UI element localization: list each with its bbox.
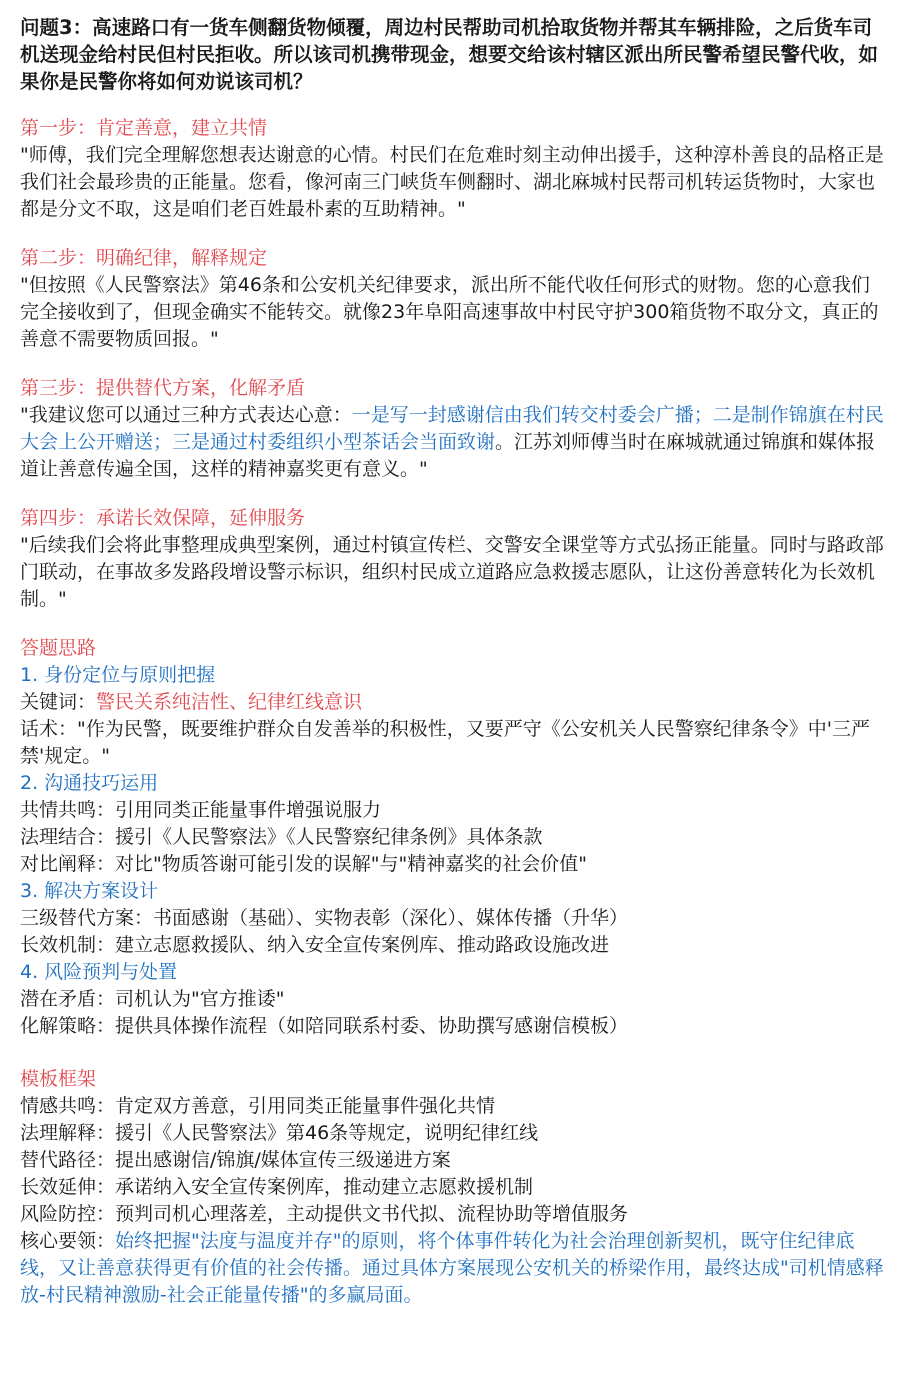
- step-1-text: [20, 142, 886, 223]
- step-2-block: [20, 245, 886, 353]
- step-1-text-main: "师傅，我们完全理解您想表达谢意的心情。村民们在危难时刻主动伸出援手，这种淳朴善良的品格正是我们社会最珍贵的正能量。您看，像河南三门峡货车侧翻时、湖北麻城村民帮司机转运货物时，大家也都是分文不取，这是咱们老百姓最朴素的互助精神。": [20, 144, 884, 220]
- step-3-text-highlight: 一是写一封感谢信由我们转交村委会广播；二是制作锦旗在村民大会上公开赠送；三是通过村委组织小型茶话会当面致谢: [20, 404, 884, 453]
- step-4-text: [20, 532, 886, 613]
- step-4-title: 第四步：承诺长效保障，延伸服务: [20, 507, 306, 529]
- keywords-label: 关键词：: [20, 691, 97, 713]
- template-title: 模板框架: [20, 1068, 97, 1090]
- approach-s4-line-1: 潜在矛盾：司机认为"官方推诿": [20, 988, 285, 1010]
- step-3-text: [20, 402, 886, 483]
- approach-s3-title: 3. 解决方案设计: [20, 880, 159, 902]
- template-line-4: 长效延伸：承诺纳入安全宣传案例库，推动建立志愿救援机制: [20, 1176, 534, 1198]
- approach-s1-keywords: [20, 689, 886, 716]
- approach-section: [20, 635, 886, 1040]
- step-2-title: 第二步：明确纪律，解释规定: [20, 247, 268, 269]
- approach-s4-line-2: 化解策略：提供具体操作流程（如陪同联系村委、协助撰写感谢信模板）: [20, 1015, 629, 1037]
- question-heading: 问题3：高速路口有一货车侧翻货物倾覆，周边村民帮助司机拾取货物并帮其车辆排险，之后货车司机送现金给村民但村民拒收。所以该司机携带现金，想要交给该村辖区派出所民警希望民警代收，如果你是民警你将如何劝说该司机？: [20, 16, 879, 93]
- keywords-value: 警民关系纯洁性、纪律红线意识: [96, 691, 363, 713]
- template-line-3: 替代路径：提出感谢信/锦旗/媒体宣传三级递进方案: [20, 1149, 451, 1171]
- approach-s3-line-1: 三级替代方案：书面感谢（基础）、实物表彰（深化）、媒体传播（升华）: [20, 907, 629, 929]
- approach-s4-title: 4. 风险预判与处置: [20, 961, 178, 983]
- approach-s2-title: 2. 沟通技巧运用: [20, 772, 159, 794]
- core-label: 核心要领：: [20, 1230, 116, 1252]
- step-3-title: 第三步：提供替代方案，化解矛盾: [20, 377, 306, 399]
- section-spacer: [20, 1040, 886, 1066]
- template-line-5: 风险防控：预判司机心理落差，主动提供文书代拟、流程协助等增值服务: [20, 1203, 629, 1225]
- template-line-2: 法理解释：援引《人民警察法》第46条等规定，说明纪律红线: [20, 1122, 539, 1144]
- approach-s2-line-2: 法理结合：援引《人民警察法》《人民警察纪律条例》具体条款: [20, 826, 543, 848]
- step-2-text-main: "但按照《人民警察法》第46条和公安机关纪律要求，派出所不能代收任何形式的财物。您的心意我们完全接收到了，但现金确实不能转交。就像23年阜阳高速事故中村民守护300箱货物不取分文，真正的善意不需要物质回报。": [20, 274, 879, 350]
- approach-s1-title: 1. 身份定位与原则把握: [20, 664, 216, 686]
- approach-title: 答题思路: [20, 637, 97, 659]
- approach-s3-line-2: 长效机制：建立志愿救援队、纳入安全宣传案例库、推动路政设施改进: [20, 934, 610, 956]
- step-3-block: [20, 375, 886, 483]
- step-3-text-lead: "我建议您可以通过三种方式表达心意：: [20, 404, 352, 426]
- step-3-text-tail: 。江苏刘师傅当时在麻城就通过锦旗和媒体报道让善意传遍全国，这样的精神嘉奖更有意义。": [20, 431, 876, 480]
- step-1-block: [20, 115, 886, 223]
- core-highlight: 始终把握"法度与温度并存"的原则，将个体事件转化为社会治理创新契机，既守住纪律底线，又让善意获得更有价值的社会传播。通过具体方案展现公安机关的桥梁作用，最终达成"司机情感释放-村民精神激励-社会正能量传播"的多赢局面。: [20, 1230, 884, 1306]
- step-4-block: [20, 505, 886, 613]
- approach-s2-line-3: 对比阐释：对比"物质答谢可能引发的误解"与"精神嘉奖的社会价值": [20, 853, 587, 875]
- template-section: [20, 1066, 886, 1309]
- step-2-text: [20, 272, 886, 353]
- step-4-text-main: "后续我们会将此事整理成典型案例，通过村镇宣传栏、交警安全课堂等方式弘扬正能量。同时与路政部门联动，在事故多发路段增设警示标识，组织村民成立道路应急救援志愿队，让这份善意转化为长效机制。": [20, 534, 884, 610]
- approach-s2-line-1: 共情共鸣：引用同类正能量事件增强说服力: [20, 799, 382, 821]
- step-1-title: 第一步：肯定善意，建立共情: [20, 117, 268, 139]
- template-line-6: [20, 1228, 886, 1309]
- template-line-1: 情感共鸣：肯定双方善意，引用同类正能量事件强化共情: [20, 1095, 496, 1117]
- approach-s1-talk: 话术："作为民警，既要维护群众自发善举的积极性，又要严守《公安机关人民警察纪律条令》中'三严禁'规定。": [20, 718, 870, 767]
